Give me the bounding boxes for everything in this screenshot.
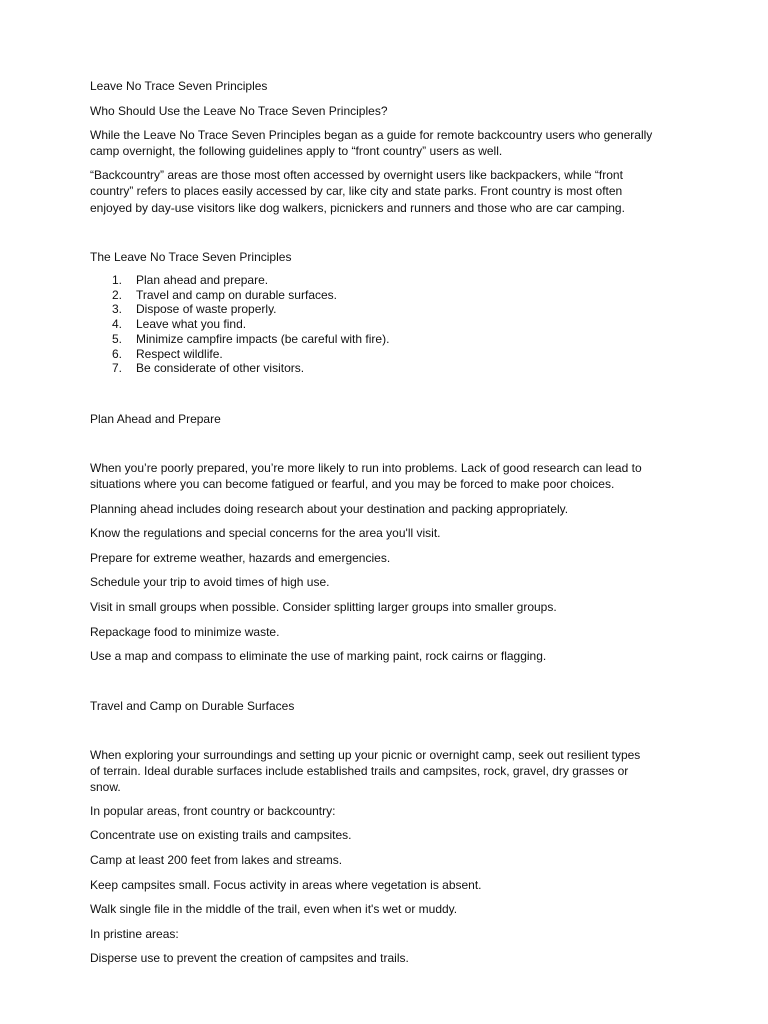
travel-paragraph-line: When exploring your surroundings and setting up your picnic or overnight camp, seek out resilient types <box>90 748 641 762</box>
list-number: 2. <box>112 287 123 302</box>
travel-paragraph: Camp at least 200 feet from lakes and streams. <box>90 853 343 867</box>
plan-paragraph: Use a map and compass to eliminate the use of marking paint, rock cairns or flagging. <box>90 649 547 663</box>
plan-paragraph-line: situations where you can become fatigued or fearful, and you may be forced to make poor choices. <box>90 477 615 491</box>
list-number: 3. <box>112 302 123 317</box>
principles-heading: The Leave No Trace Seven Principles <box>90 250 292 264</box>
list-text: Leave what you find. <box>136 317 247 332</box>
section-question-heading: Who Should Use the Leave No Trace Seven Principles? <box>90 104 388 118</box>
list-text: Minimize campfire impacts (be careful with fire). <box>136 331 390 346</box>
plan-paragraph: Visit in small groups when possible. Consider splitting larger groups into smaller groups. <box>90 600 557 614</box>
list-number: 6. <box>112 346 123 361</box>
backcountry-paragraph-line: enjoyed by day-use visitors like dog walkers, picnickers and runners and those who are car camping. <box>90 201 625 215</box>
travel-paragraph: Walk single file in the middle of the trail, even when it's wet or muddy. <box>90 902 458 916</box>
plan-ahead-heading: Plan Ahead and Prepare <box>90 412 221 426</box>
intro-paragraph-line: camp overnight, the following guidelines apply to “front country” users as well. <box>90 144 503 158</box>
list-item <box>90 317 389 332</box>
travel-paragraph: Keep campsites small. Focus activity in areas where vegetation is absent. <box>90 878 482 892</box>
travel-paragraph: Concentrate use on existing trails and campsites. <box>90 828 352 842</box>
list-text: Plan ahead and prepare. <box>136 273 269 287</box>
list-item <box>90 361 389 376</box>
list-number: 4. <box>112 317 123 332</box>
intro-paragraph-line: While the Leave No Trace Seven Principles began as a guide for remote backcountry users who generally <box>90 128 653 142</box>
plan-paragraph: Repackage food to minimize waste. <box>90 625 280 639</box>
backcountry-paragraph-line: “Backcountry” areas are those most often accessed by overnight users like backpackers, while “front <box>90 168 623 182</box>
list-text: Respect wildlife. <box>136 346 223 361</box>
travel-paragraph: In popular areas, front country or backcountry: <box>90 804 336 818</box>
list-item <box>90 302 389 317</box>
document-title: Leave No Trace Seven Principles <box>90 79 268 93</box>
backcountry-paragraph-line: country” refers to places easily accessed by car, like city and state parks. Front country is most often <box>90 184 623 198</box>
principles-list <box>90 273 389 376</box>
list-number: 1. <box>112 273 123 287</box>
travel-paragraph-line: snow. <box>90 780 121 794</box>
travel-paragraph-line: of terrain. Ideal durable surfaces include established trails and campsites, rock, gravel, dry grasses or <box>90 764 629 778</box>
travel-camp-heading: Travel and Camp on Durable Surfaces <box>90 699 295 713</box>
list-item <box>90 332 389 347</box>
plan-paragraph: Know the regulations and special concerns for the area you'll visit. <box>90 526 441 540</box>
list-number: 7. <box>112 361 123 376</box>
list-text: Be considerate of other visitors. <box>136 361 305 376</box>
list-text: Dispose of waste properly. <box>136 302 277 317</box>
travel-paragraph: In pristine areas: <box>90 927 179 941</box>
list-item <box>90 347 389 362</box>
plan-paragraph: Prepare for extreme weather, hazards and emergencies. <box>90 551 391 565</box>
list-item <box>90 288 389 303</box>
travel-paragraph: Disperse use to prevent the creation of campsites and trails. <box>90 951 409 965</box>
list-number: 5. <box>112 331 123 346</box>
plan-paragraph-line: When you’re poorly prepared, you’re more likely to run into problems. Lack of good research can lead to <box>90 461 642 475</box>
list-item <box>90 273 389 288</box>
plan-paragraph: Planning ahead includes doing research about your destination and packing appropriately. <box>90 502 569 516</box>
plan-paragraph: Schedule your trip to avoid times of high use. <box>90 575 330 589</box>
list-text: Travel and camp on durable surfaces. <box>136 287 337 302</box>
